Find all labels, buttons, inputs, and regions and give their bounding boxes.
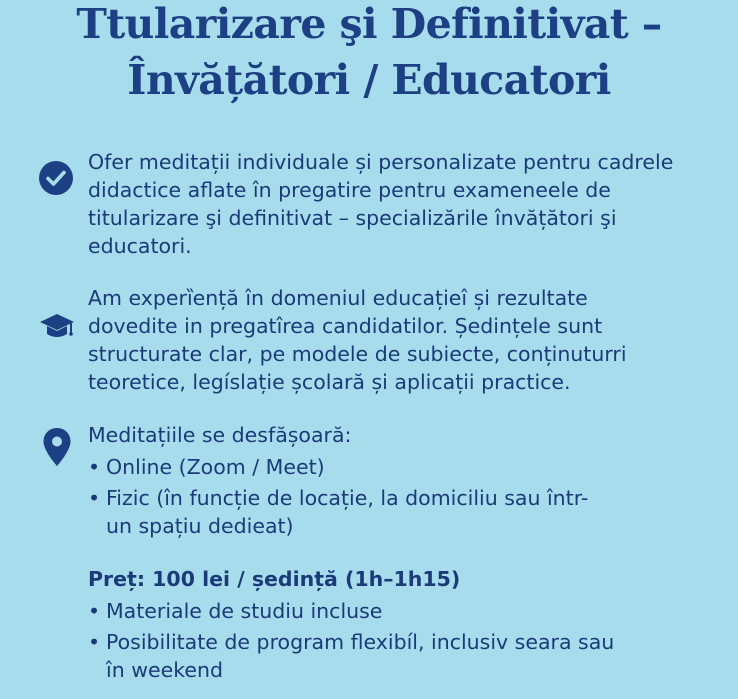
title-line-1: Ttularizare şi Definitivat – bbox=[76, 0, 662, 48]
location-heading: Meditațiile se desfășoară: bbox=[88, 423, 352, 447]
bullet-icon: • bbox=[88, 455, 101, 479]
pricing-list bbox=[88, 597, 628, 684]
list-item bbox=[88, 453, 608, 481]
title-line-2: Învățători / Educatori bbox=[127, 56, 611, 104]
page-title bbox=[0, 0, 738, 108]
intro-text-block bbox=[88, 148, 724, 260]
intro-paragraph: Ofer meditații individuale și personalizate pentru cadrele didactice aflate în pregatire pentru exameneele de titularizare şi definitivat – specializările învățători şi educatori. bbox=[88, 150, 674, 258]
price-line: Preț: 100 lei / ședință (1h–1h15) bbox=[88, 567, 461, 591]
map-pin-icon bbox=[42, 427, 72, 471]
experience-paragraph: Am experȉență în domeniul educațieî și rezultate dovedite in pregatîrea candidatilor. Ședințele sunt structurate clar, pe modele de subiecte, conținuturri teoretice, legíslație școlară și aplicații practice. bbox=[88, 286, 627, 394]
location-text-block bbox=[88, 421, 608, 543]
bullet-icon: • bbox=[88, 599, 101, 623]
list-item-text: Posibilitate de program flexibíl, inclusiv seara sau în weekend bbox=[106, 630, 615, 682]
list-item bbox=[88, 484, 608, 540]
bullet-icon: • bbox=[88, 630, 101, 654]
list-item-text: Online (Zoom / Meet) bbox=[106, 455, 325, 479]
list-item bbox=[88, 628, 628, 684]
check-circle-icon bbox=[38, 160, 74, 200]
bullet-icon: • bbox=[88, 486, 101, 510]
graduation-cap-icon bbox=[39, 312, 75, 346]
list-item bbox=[88, 597, 628, 625]
list-item-text: Materiale de studiu incluse bbox=[106, 599, 383, 623]
pricing-text-block bbox=[88, 565, 628, 687]
list-item-text: Fizic (în funcție de locație, la domiciliu sau într-un spațiu dedieat) bbox=[106, 486, 589, 538]
experience-text-block bbox=[88, 284, 668, 396]
location-list bbox=[88, 453, 608, 540]
